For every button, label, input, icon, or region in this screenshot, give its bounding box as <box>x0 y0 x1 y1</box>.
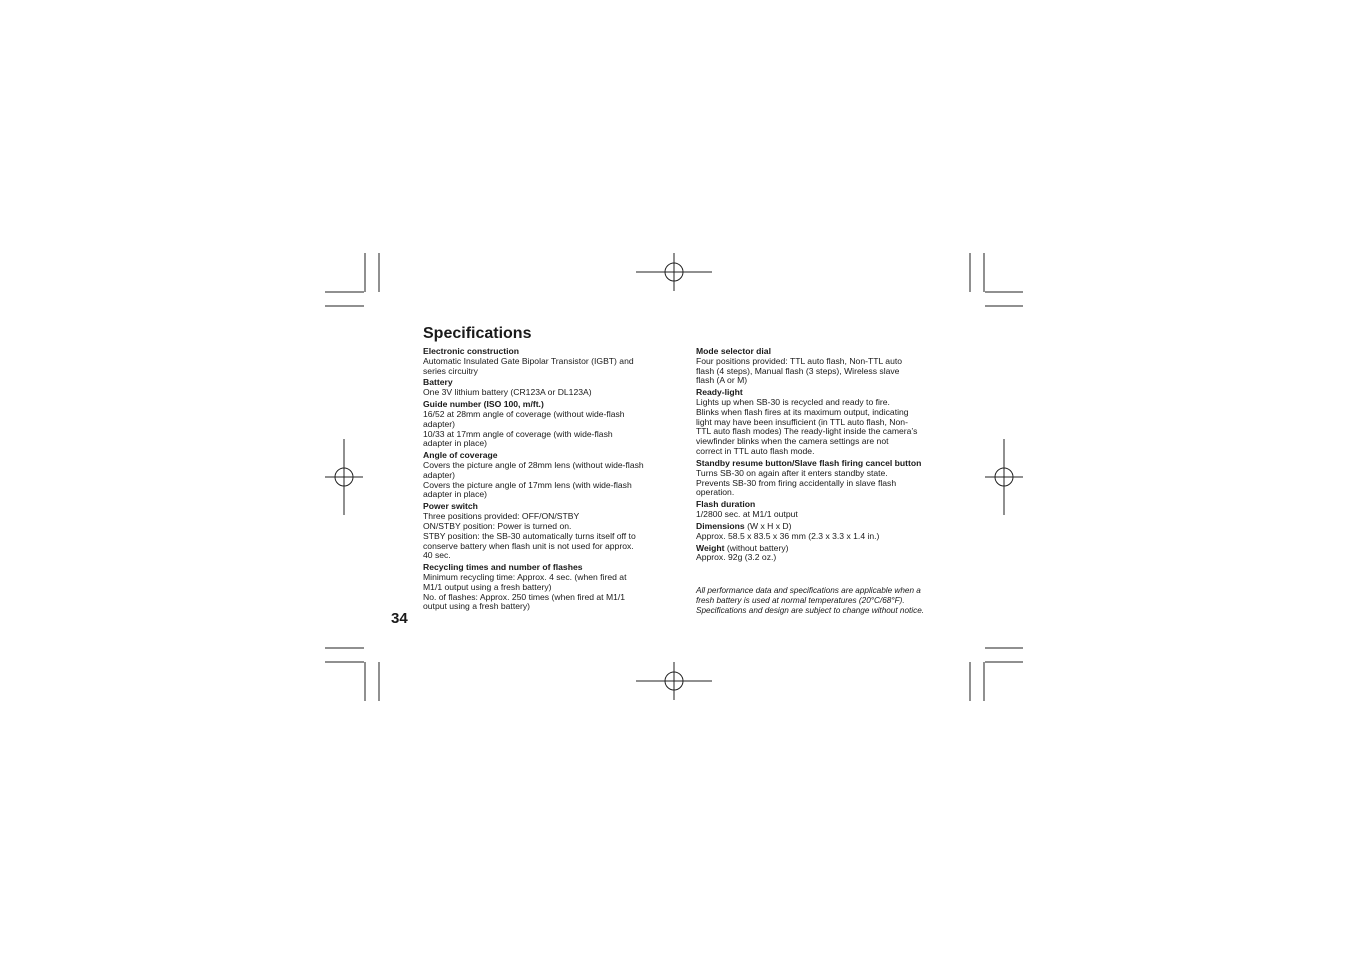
spec-text-line: Minimum recycling time: Approx. 4 sec. (when fired at <box>423 572 627 582</box>
spec-title: Flash duration <box>696 499 756 510</box>
spec-item <box>696 388 954 457</box>
page-number: 34 <box>391 610 408 627</box>
spec-text-line: Four positions provided: TTL auto flash, Non-TTL auto <box>696 355 903 366</box>
spec-item <box>696 522 954 542</box>
spec-title: Ready-light <box>696 387 743 398</box>
spec-title: Battery <box>423 377 453 388</box>
spec-item <box>696 459 954 498</box>
spec-text-line: Three positions provided: OFF/ON/STBY <box>423 511 580 522</box>
specs-right-column <box>696 347 954 565</box>
spec-item <box>423 400 685 449</box>
spec-item <box>423 502 685 561</box>
spec-title: Mode selector dial <box>696 346 771 356</box>
spec-title: Recycling times and number of flashes <box>423 562 583 573</box>
spec-text-line: light may have been insufficient (in TTL auto flash, Non- <box>696 416 908 427</box>
spec-text-line: TTL auto flash modes) The ready-light inside the camera’s <box>696 426 918 437</box>
footnote-line: Specifications and design are subject to change without notice. <box>696 605 925 615</box>
spec-text-line: M1/1 output using a fresh battery) <box>423 581 552 592</box>
spec-text-line: flash (4 steps), Manual flash (3 steps), Wireless slave <box>696 365 900 376</box>
spec-title: Dimensions <box>696 520 745 531</box>
spec-title: Standby resume button/Slave flash firing cancel button <box>696 457 922 468</box>
spec-text-line: output using a fresh battery) <box>423 601 531 612</box>
spec-text-line: adapter in place) <box>423 438 488 449</box>
spec-item <box>696 500 954 520</box>
spec-text-line: 10/33 at 17mm angle of coverage (with wide-flash <box>423 428 613 439</box>
spec-text-line: viewfinder blinks when the camera settings are not <box>696 436 889 447</box>
spec-title: Angle of coverage <box>423 450 498 461</box>
spec-text-line: Approx. 58.5 x 83.5 x 36 mm (2.3 x 3.3 x 1.4 in.) <box>696 530 880 541</box>
footnote <box>696 586 956 615</box>
spec-title-note: (without battery) <box>724 542 789 553</box>
spec-text-line: No. of flashes: Approx. 250 times (when fired at M1/1 <box>423 591 626 602</box>
spec-text-line: flash (A or M) <box>696 375 748 386</box>
spec-text-line: operation. <box>696 487 735 498</box>
spec-text-line: correct in TTL auto flash mode. <box>696 446 815 457</box>
spec-text-line: Blinks when flash fires at its maximum output, indicating <box>696 406 909 417</box>
spec-text-line: Automatic Insulated Gate Bipolar Transistor (IGBT) and <box>423 355 634 366</box>
spec-title: Weight <box>696 542 725 553</box>
spec-text-line: Approx. 92g (3.2 oz.) <box>696 552 777 563</box>
spec-text-line: 1/2800 sec. at M1/1 output <box>696 509 798 520</box>
registration-mark-bottom <box>636 662 712 700</box>
spec-title-note: (W x H x D) <box>744 520 792 531</box>
spec-text-line: adapter in place) <box>423 489 488 500</box>
spec-item <box>696 347 954 386</box>
spec-text-line: series circuitry <box>423 365 478 376</box>
spec-text-line: Covers the picture angle of 17mm lens (with wide-flash <box>423 479 632 490</box>
spec-item <box>423 563 685 612</box>
spec-text-line: STBY position: the SB-30 automatically turns itself off to <box>423 530 636 541</box>
spec-text-line: conserve battery when flash unit is not used for approx. <box>423 540 634 551</box>
spec-item <box>423 347 685 376</box>
spec-text-line: Covers the picture angle of 28mm lens (without wide-flash <box>423 460 644 471</box>
spec-item <box>696 544 954 564</box>
registration-mark-right <box>985 439 1023 515</box>
spec-item <box>423 378 685 398</box>
spec-text-line: Prevents SB-30 from firing accidentally in slave flash <box>696 477 897 488</box>
footnote-line: fresh battery is used at normal temperatures (20°C/68°F). <box>696 595 905 605</box>
spec-title: Guide number (ISO 100, m/ft.) <box>423 399 544 410</box>
spec-text-line: adapter) <box>423 418 456 429</box>
spec-text-line: adapter) <box>423 469 456 480</box>
spec-title: Electronic construction <box>423 346 519 356</box>
registration-mark-top <box>636 253 712 291</box>
spec-text-line: One 3V lithium battery (CR123A or DL123A) <box>423 387 592 398</box>
page-title: Specifications <box>423 325 532 342</box>
spec-text-line: Turns SB-30 on again after it enters standby state. <box>696 467 888 478</box>
spec-text-line: 16/52 at 28mm angle of coverage (without wide-flash <box>423 408 625 419</box>
footnote-line: All performance data and specifications are applicable when a <box>696 586 921 595</box>
registration-mark-left <box>325 439 363 515</box>
spec-text-line: ON/STBY position: Power is turned on. <box>423 520 572 531</box>
spec-text-line: 40 sec. <box>423 550 451 561</box>
spec-title: Power switch <box>423 501 478 512</box>
spec-text-line: Lights up when SB-30 is recycled and ready to fire. <box>696 397 890 408</box>
spec-item <box>423 451 685 500</box>
specs-left-column <box>423 347 685 614</box>
